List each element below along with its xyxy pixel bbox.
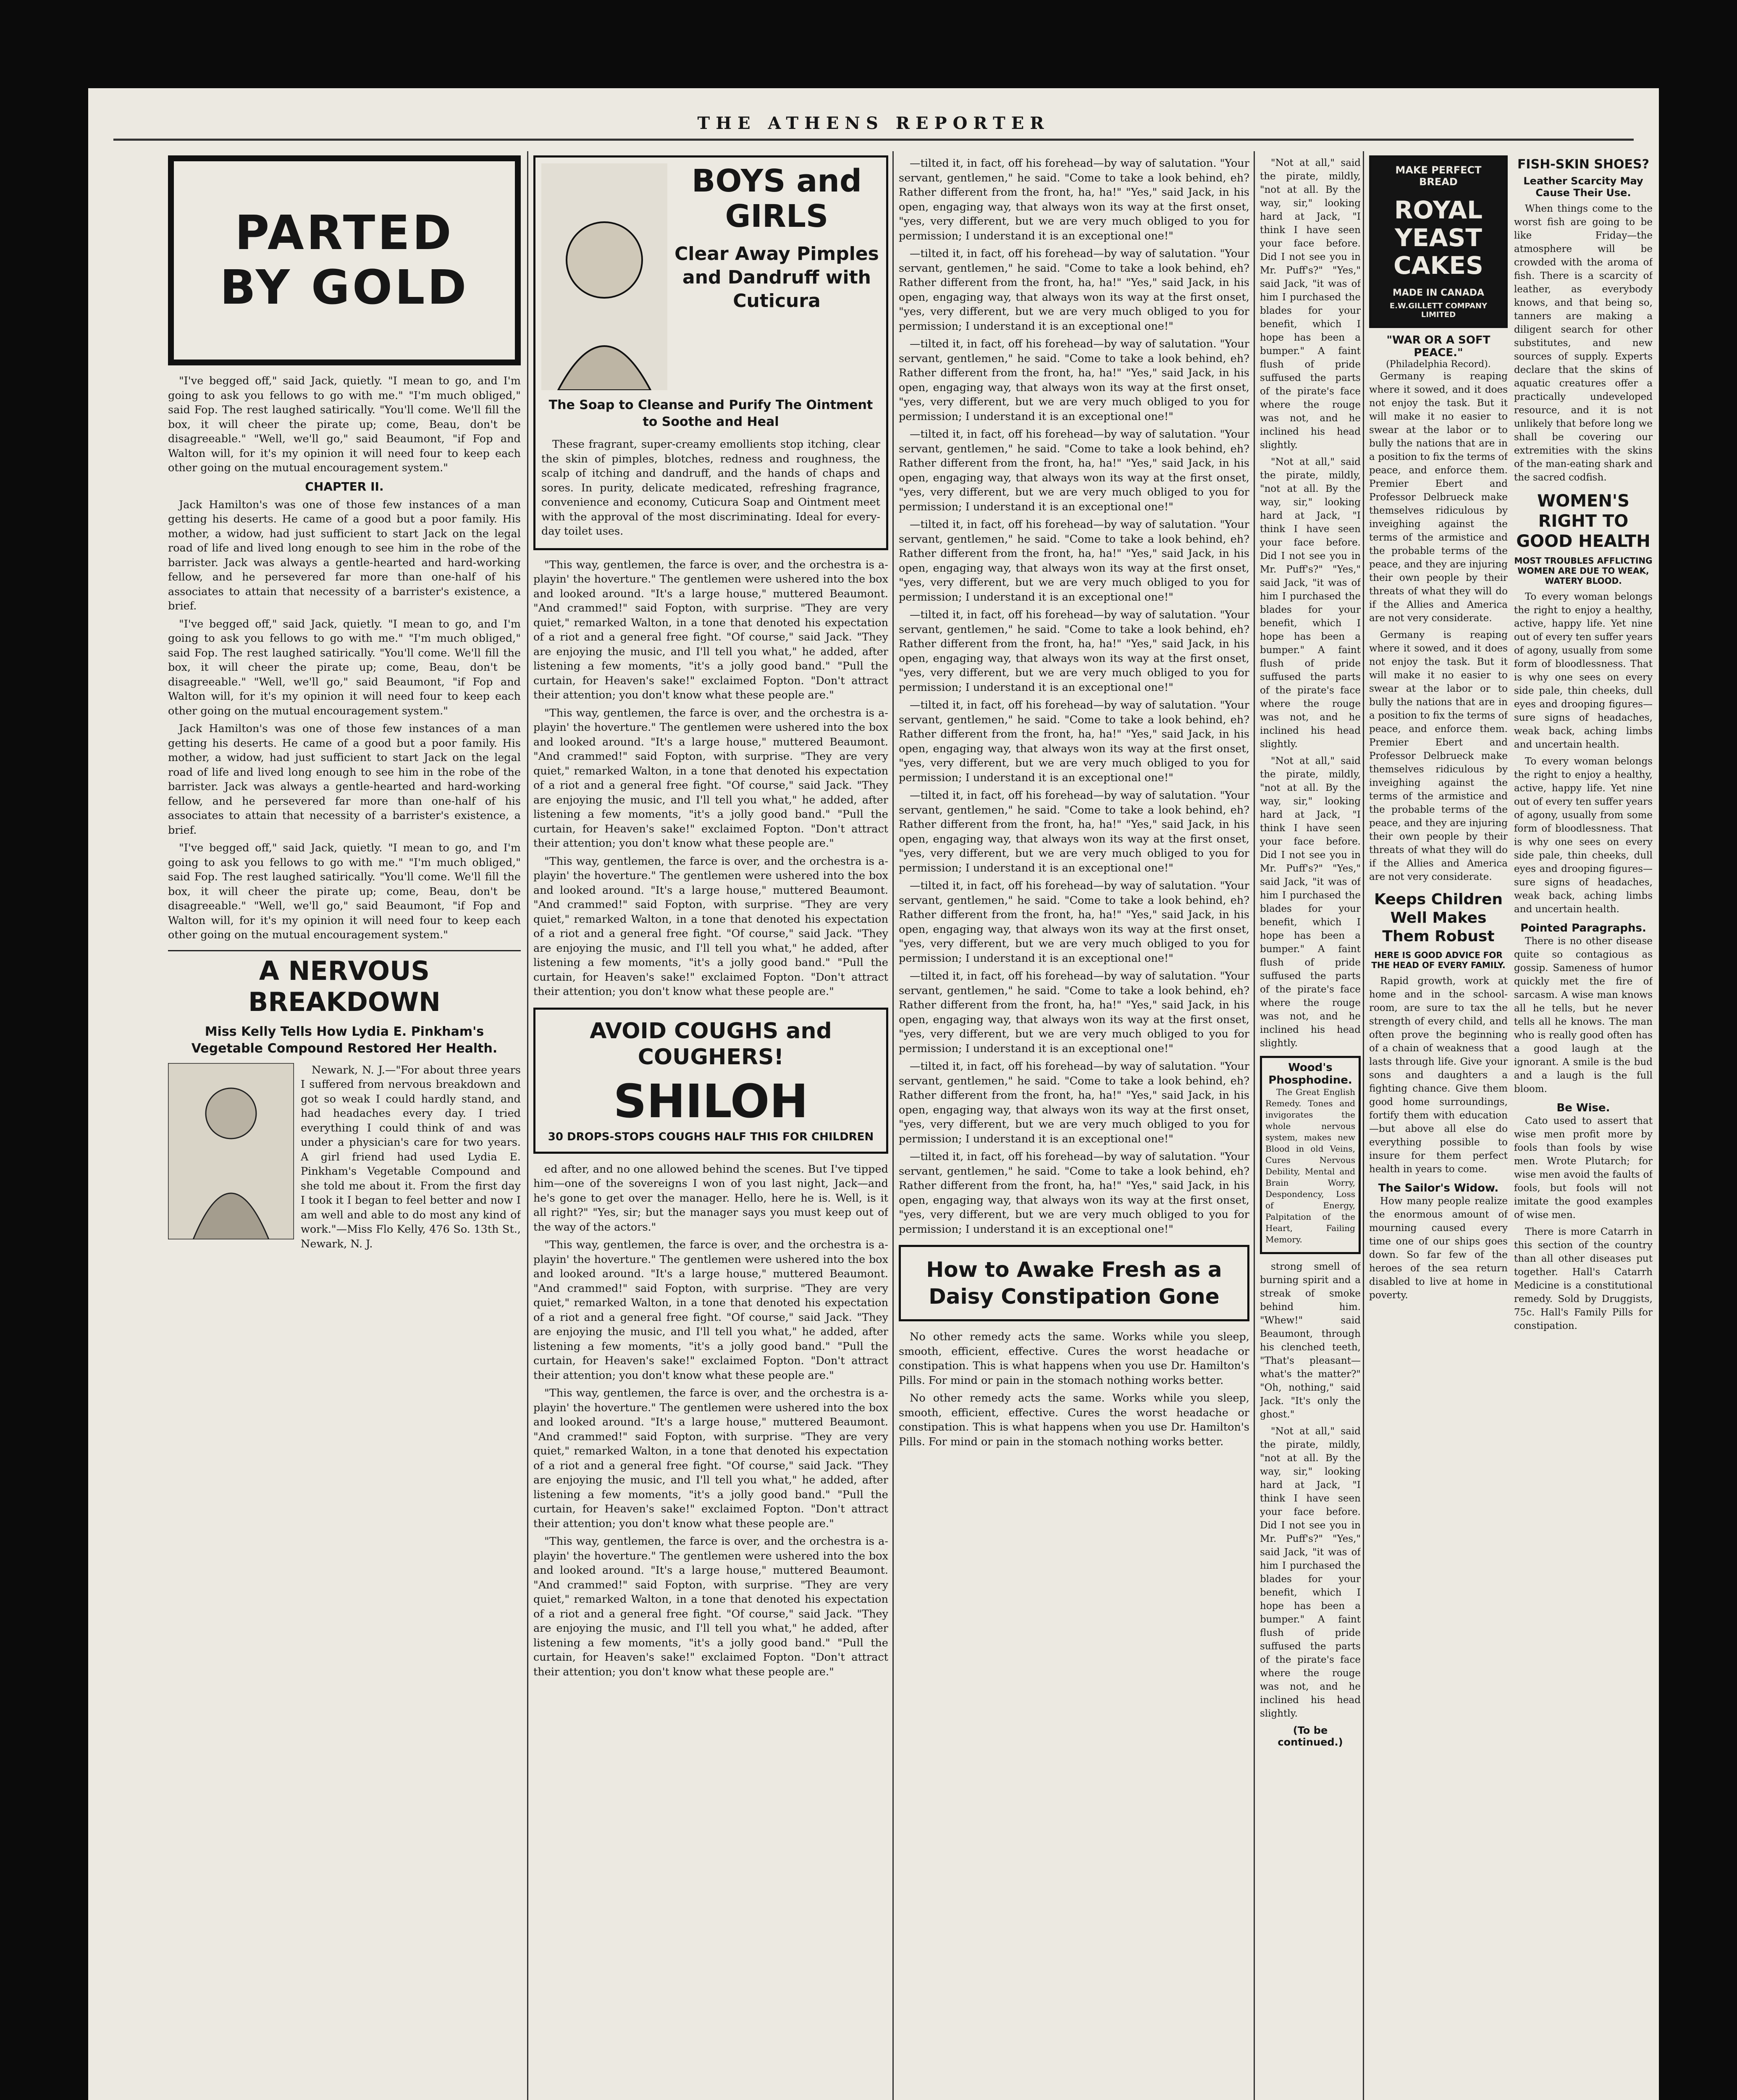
column-2	[533, 151, 888, 2100]
story-text: "I've begged off," said Jack, quietly. "I mean to go, and I'm going to ask you fellows to go with me." "I'm much obliged," said Fop. The rest laughed satirically. "You'll come. We'll fill the box, it will cheer the pirate up; come, Beau, don't be disagreeable." "Well, we'll go," said Beaumont, "if Fop and Walton will, for it's my opinion it will need four to keep each other going on the mutual encouragement system."	[168, 375, 521, 474]
column-divider	[1363, 151, 1364, 2100]
story-text: —tilted it, in fact, off his forehead—by way of salutation. "Your servant, gentlemen," he said. "Come to take a look behind, eh? Rather different from the front, ha, ha!" "Yes," said Jack, in his open, engaging way, that always won its way at the first onset, "yes, very different, but we are very much obliged to you for permission; I understand it is an exceptional one!"	[899, 338, 1249, 423]
article-title: The Sailor's Widow.	[1378, 1182, 1499, 1194]
article-source: (Philadelphia Record).	[1386, 359, 1491, 370]
article-title: Be Wise.	[1556, 1102, 1610, 1114]
hamilton-ad	[899, 1245, 1249, 1321]
masthead: THE ATHENS REPORTER	[697, 113, 1050, 133]
column-3	[899, 151, 1249, 2100]
story-text: —tilted it, in fact, off his forehead—by way of salutation. "Your servant, gentlemen," he said. "Come to take a look behind, eh? Rather different from the front, ha, ha!" "Yes," said Jack, in his open, engaging way, that always won its way at the first onset, "yes, very different, but we are very much obliged to you for permission; I understand it is an exceptional one!"	[899, 789, 1249, 874]
ad-subheadline: Clear Away Pimples and Dandruff with Cuticura	[674, 243, 879, 312]
ad-body: No other remedy acts the same. Works while you sleep, smooth, efficient, effective. Cures the worst headache or constipation. This is what happens when you use Dr. Hamilton's Pills. For mind or pain in the stomach nothing works better.	[899, 1392, 1249, 1448]
story-text: "Not at all," said the pirate, mildly, "not at all. By the way, sir," looking hard at Jack, "I think I have seen your face before. Did I not see you in Mr. Puff's?" "Yes," said Jack, "it was of him I purchased the blades for your benefit, which I hope has been a bumper." A faint flush of pride suffused the parts of the pirate's face where the rouge was not, and he inclined his head slightly.	[1260, 158, 1361, 451]
article-text: How many people realize the enormous amount of mourning caused every time one of our ships goes down. So far few of the heroes of the sea return disabled to live at home in poverty.	[1369, 1196, 1508, 1301]
story-text: —tilted it, in fact, off his forehead—by way of salutation. "Your servant, gentlemen," he said. "Come to take a look behind, eh? Rather different from the front, ha, ha!" "Yes," said Jack, in his open, engaging way, that always won its way at the first onset, "yes, very different, but we are very much obliged to you for permission; I understand it is an exceptional one!"	[899, 879, 1249, 965]
article-subtitle: Leather Scarcity May Cause Their Use.	[1523, 175, 1643, 199]
continued-note: (To be continued.)	[1278, 1725, 1343, 1748]
ad-title: A NERVOUS BREAKDOWN	[248, 955, 441, 1017]
article-text: To every woman belongs the right to enjoy a healthy, active, happy life. Yet nine out of every ten suffer years of agony, usually from some form of bloodlessness. That is why one sees on every side pale, thin cheeks, dull eyes and drooping figures—sure signs of headaches, weak back, aching limbs and uncertain health.	[1514, 756, 1653, 915]
story-text: —tilted it, in fact, off his forehead—by way of salutation. "Your servant, gentlemen," he said. "Come to take a look behind, eh? Rather different from the front, ha, ha!" "Yes," said Jack, in his open, engaging way, that always won its way at the first onset, "yes, very different, but we are very much obliged to you for permission; I understand it is an exceptional one!"	[899, 1060, 1249, 1145]
ad-headline: How to Awake Fresh as a Daisy Constipation Gone	[926, 1257, 1222, 1309]
story-text: "This way, gentlemen, the farce is over, and the orchestra is a-playin' the hoverture." The gentlemen were ushered into the box and looked around. "It's a large house," muttered Beaumont. "And crammed!" said Fopton, with surprise. "They are very quiet," remarked Walton, in a tone that denoted his expectation of a riot and a general free fight. "Of course," said Jack. "They are enjoying the music, and I'll tell you what," he added, after listening a few moments, "it's a jolly good band." "Pull the curtain, for Heaven's sake!" exclaimed Fopton. "Don't attract their attention; you don't know what these people are."	[533, 1535, 888, 1678]
ad-tagline: 30 DROPS-STOPS COUGHS HALF THIS FOR CHILDREN	[548, 1130, 874, 1143]
ad-body: Newark, N. J.—"For about three years I suffered from nervous breakdown and got so weak I could hardly stand, and had headaches every day. I tried everything I could think of and was under a physician's care for two years. A girl friend had used Lydia E. Pinkham's Vegetable Compound and she told me about it. From the first day I took it I began to feel better and now I am well and able to do most any kind of work."—Miss Flo Kelly, 476 So. 13th St., Newark, N. J.	[301, 1063, 521, 1250]
column-1	[168, 151, 521, 2100]
ad-body: These fragrant, super-creamy emollients stop itching, clear the skin of pimples, blotches, redness and roughness, the scalp of itching and dandruff, and the hands of chaps and sores. In purity, delicate medicated, refreshing fragrance, convenience and economy, Cuticura Soap and Ointment meet with the approval of the most discriminating. Ideal for every-day toilet uses.	[541, 438, 880, 538]
article-title: WOMEN'S RIGHT TO GOOD HEALTH	[1516, 491, 1650, 551]
story-text: "This way, gentlemen, the farce is over, and the orchestra is a-playin' the hoverture." The gentlemen were ushered into the box and looked around. "It's a large house," muttered Beaumont. "And crammed!" said Fopton, with surprise. "They are very quiet," remarked Walton, in a tone that denoted his expectation of a riot and a general free fight. "Of course," said Jack. "They are enjoying the music, and I'll tell you what," he added, after listening a few moments, "it's a jolly good band." "Pull the curtain, for Heaven's sake!" exclaimed Fopton. "Don't attract their attention; you don't know what these people are."	[533, 558, 888, 701]
article-subtitle: MOST TROUBLES AFFLICTING WOMEN ARE DUE TO WEAK, WATERY BLOOD.	[1514, 556, 1653, 586]
column-divider	[527, 151, 528, 2100]
ad-company: E.W.GILLETT COMPANY LIMITED	[1389, 302, 1488, 319]
story-text: —tilted it, in fact, off his forehead—by way of salutation. "Your servant, gentlemen," he said. "Come to take a look behind, eh? Rather different from the front, ha, ha!" "Yes," said Jack, in his open, engaging way, that always won its way at the first onset, "yes, very different, but we are very much obliged to you for permission; I understand it is an exceptional one!"	[899, 609, 1249, 694]
shiloh-ad	[533, 1008, 888, 1154]
chapter-heading: CHAPTER II.	[305, 479, 384, 494]
story-text: strong smell of burning spirit and a streak of smoke behind him. "Whew!" said Beaumont, through his clenched teeth, "That's pleasant—what's the matter?" "Oh, nothing," said Jack. "It's only the ghost."	[1260, 1261, 1361, 1420]
cuticura-ad	[533, 155, 888, 550]
ad-body: No other remedy acts the same. Works while you sleep, smooth, efficient, effective. Cures the worst headache or constipation. This is what happens when you use Dr. Hamilton's Pills. For mind or pain in the stomach nothing works better.	[899, 1331, 1249, 1387]
column-5	[1369, 151, 1508, 2100]
story-text: —tilted it, in fact, off his forehead—by way of salutation. "Your servant, gentlemen," he said. "Come to take a look behind, eh? Rather different from the front, ha, ha!" "Yes," said Jack, in his open, engaging way, that always won its way at the first onset, "yes, very different, but we are very much obliged to you for permission; I understand it is an exceptional one!"	[899, 1150, 1249, 1236]
story-text: "This way, gentlemen, the farce is over, and the orchestra is a-playin' the hoverture." The gentlemen were ushered into the box and looked around. "It's a large house," muttered Beaumont. "And crammed!" said Fopton, with surprise. "They are very quiet," remarked Walton, in a tone that denoted his expectation of a riot and a general free fight. "Of course," said Jack. "They are enjoying the music, and I'll tell you what," he added, after listening a few moments, "it's a jolly good band." "Pull the curtain, for Heaven's sake!" exclaimed Fopton. "Don't attract their attention; you don't know what these people are."	[533, 855, 888, 998]
story-text: —tilted it, in fact, off his forehead—by way of salutation. "Your servant, gentlemen," he said. "Come to take a look behind, eh? Rather different from the front, ha, ha!" "Yes," said Jack, in his open, engaging way, that always won its way at the first onset, "yes, very different, but we are very much obliged to you for permission; I understand it is an exceptional one!"	[899, 970, 1249, 1055]
story-text: —tilted it, in fact, off his forehead—by way of salutation. "Your servant, gentlemen," he said. "Come to take a look behind, eh? Rather different from the front, ha, ha!" "Yes," said Jack, in his open, engaging way, that always won its way at the first onset, "yes, very different, but we are very much obliged to you for permission; I understand it is an exceptional one!"	[899, 157, 1249, 242]
ad-headline: BOYS and GIRLS	[692, 163, 862, 234]
story-text: "This way, gentlemen, the farce is over, and the orchestra is a-playin' the hoverture." The gentlemen were ushered into the box and looked around. "It's a large house," muttered Beaumont. "And crammed!" said Fopton, with surprise. "They are very quiet," remarked Walton, in a tone that denoted his expectation of a riot and a general free fight. "Of course," said Jack. "They are enjoying the music, and I'll tell you what," he added, after listening a few moments, "it's a jolly good band." "Pull the curtain, for Heaven's sake!" exclaimed Fopton. "Don't attract their attention; you don't know what these people are."	[533, 1387, 888, 1530]
story-text: "This way, gentlemen, the farce is over, and the orchestra is a-playin' the hoverture." The gentlemen were ushered into the box and looked around. "It's a large house," muttered Beaumont. "And crammed!" said Fopton, with surprise. "They are very quiet," remarked Walton, in a tone that denoted his expectation of a riot and a general free fight. "Of course," said Jack. "They are enjoying the music, and I'll tell you what," he added, after listening a few moments, "it's a jolly good band." "Pull the curtain, for Heaven's sake!" exclaimed Fopton. "Don't attract their attention; you don't know what these people are."	[533, 706, 888, 850]
column-4	[1260, 151, 1361, 2100]
phosphodine-ad	[1260, 1056, 1361, 1254]
article-text: There is no other disease quite so contagious as gossip. Sameness of humor quickly met the fire of sarcasm. A wise man knows all he tells, but he never tells all he knows. The man who is really good often has a good laugh at the ignorant. A smile is the bud and a laugh is the full bloom.	[1514, 936, 1653, 1095]
article-text: Germany is reaping where it sowed, and it does not enjoy the task. But it will make it no easier to swear at the labor or to bully the nations that are in a position to fix the terms of peace, and enforce them. Premier Ebert and Professor Delbrueck make themselves ridiculous by inveighing against the terms of the armistice and the probable terms of the peace, and they are injuring their own people by their threats of what they will do if the Allies and America are not very considerate.	[1369, 371, 1508, 624]
ad-brand: SHILOH	[613, 1074, 808, 1128]
story-text: ed after, and no one allowed behind the scenes. But I've tipped him—one of the sovereigns I won of you last night, Jack—and he's gone to get over the manager. Hello, here he is. Well, is it all right?" "Yes, sir; but the manager says you must keep out of the way of the actors."	[533, 1163, 888, 1234]
story-text: "This way, gentlemen, the farce is over, and the orchestra is a-playin' the hoverture." The gentlemen were ushered into the box and looked around. "It's a large house," muttered Beaumont. "And crammed!" said Fopton, with surprise. "They are very quiet," remarked Walton, in a tone that denoted his expectation of a riot and a general free fight. "Of course," said Jack. "They are enjoying the music, and I'll tell you what," he added, after listening a few moments, "it's a jolly good band." "Pull the curtain, for Heaven's sake!" exclaimed Fopton. "Don't attract their attention; you don't know what these people are."	[533, 1239, 888, 1382]
article-title: "WAR OR A SOFT PEACE."	[1386, 334, 1490, 359]
column-divider	[892, 151, 894, 2100]
article-text: When things come to the worst fish are going to be like Friday—the atmosphere will be crowded with the aroma of fish. There is a scarcity of leather, as everybody knows, and that being so, tanners are making a diligent search for other substitutes, and new sources of supply. Experts declare that the skins of aquatic creatures offer a practically undeveloped resource, and it is not unlikely that before long we shall be covering our extremities with the skins of the man-eating shark and the sacred codfish.	[1514, 203, 1653, 483]
ad-brand: ROYAL YEAST CAKES	[1393, 196, 1483, 280]
story-title: PARTED BY GOLD	[220, 206, 469, 315]
story-text: "Not at all," said the pirate, mildly, "not at all. By the way, sir," looking hard at Jack, "I think I have seen your face before. Did I not see you in Mr. Puff's?" "Yes," said Jack, "it was of him I purchased the blades for your benefit, which I hope has been a bumper." A faint flush of pride suffused the parts of the pirate's face where the rouge was not, and he inclined his head slightly.	[1260, 1426, 1361, 1719]
column-divider	[1254, 151, 1255, 2100]
article-text: To every woman belongs the right to enjoy a healthy, active, happy life. Yet nine out of every ten suffer years of agony, usually from some form of bloodlessness. That is why one sees on every side pale, thin cheeks, dull eyes and drooping figures—sure signs of headaches, weak back, aching limbs and uncertain health.	[1514, 591, 1653, 750]
ad-brand: Wood's Phosphodine.	[1268, 1061, 1352, 1087]
ad-body: The Great English Remedy. Tones and invigorates the whole nervous system, makes new Blood in old Veins, Cures Nervous Debility, Mental and Brain Worry, Despondency, Loss of Energy, Palpitation of the Heart, Failing Memory.	[1265, 1087, 1355, 1244]
newspaper-page	[88, 88, 1659, 2100]
story-text: "Not at all," said the pirate, mildly, "not at all. By the way, sir," looking hard at Jack, "I think I have seen your face before. Did I not see you in Mr. Puff's?" "Yes," said Jack, "it was of him I purchased the blades for your benefit, which I hope has been a bumper." A faint flush of pride suffused the parts of the pirate's face where the rouge was not, and he inclined his head slightly.	[1260, 457, 1361, 750]
ad-subtitle: Miss Kelly Tells How Lydia E. Pinkham's Vegetable Compound Restored Her Health.	[191, 1024, 498, 1056]
ad-tagline: The Soap to Cleanse and Purify The Ointment to Soothe and Heal	[548, 398, 873, 429]
ad-tagline: MAKE PERFECT BREAD	[1395, 164, 1482, 188]
article-title: FISH-SKIN SHOES?	[1517, 157, 1650, 172]
story-text: Jack Hamilton's was one of those few instances of a man getting his deserts. He came of a good but a poor family. His mother, a widow, had just sufficient to start Jack on the legal road of life and lived long enough to see him in the robe of the barrister. Jack was always a gentle-hearted and hard-working fellow, and he persevered far more than one-half of his associates to attain that necessity of a barrister's existence, a brief.	[168, 498, 521, 612]
article-text: Rapid growth, work at home and in the school-room, are sure to tax the strength of every child, and often prove the beginning of a chain of weakness that lasts through life. Give your sons and daughters a fighting chance. Give them good home surroundings, fortify them with education—but above all else do everything possible to insure for them perfect health in years to come.	[1369, 976, 1508, 1175]
article-text: Cato used to assert that wise men profit more by fools than fools by wise men. Wrote Plutarch; for wise men avoid the faults of fools, but fools will not imitate the good examples of wise men.	[1514, 1116, 1653, 1221]
story-text: —tilted it, in fact, off his forehead—by way of salutation. "Your servant, gentlemen," he said. "Come to take a look behind, eh? Rather different from the front, ha, ha!" "Yes," said Jack, in his open, engaging way, that always won its way at the first onset, "yes, very different, but we are very much obliged to you for permission; I understand it is an exceptional one!"	[899, 428, 1249, 513]
story-text: —tilted it, in fact, off his forehead—by way of salutation. "Your servant, gentlemen," he said. "Come to take a look behind, eh? Rather different from the front, ha, ha!" "Yes," said Jack, in his open, engaging way, that always won its way at the first onset, "yes, very different, but we are very much obliged to you for permission; I understand it is an exceptional one!"	[899, 699, 1249, 784]
ad-text: There is more Catarrh in this section of the country than all other diseases put together. Hall's Catarrh Medicine is a constitutional remedy. Sold by Druggists, 75c. Hall's Family Pills for constipation.	[1514, 1226, 1653, 1331]
royal-yeast-ad	[1369, 155, 1508, 328]
story-text: "Not at all," said the pirate, mildly, "not at all. By the way, sir," looking hard at Jack, "I think I have seen your face before. Did I not see you in Mr. Puff's?" "Yes," said Jack, "it was of him I purchased the blades for your benefit, which I hope has been a bumper." A faint flush of pride suffused the parts of the pirate's face where the rouge was not, and he inclined his head slightly.	[1260, 756, 1361, 1049]
story-text: "I've begged off," said Jack, quietly. "I mean to go, and I'm going to ask you fellows to go with me." "I'm much obliged," said Fop. The rest laughed satirically. "You'll come. We'll fill the box, it will cheer the pirate up; come, Beau, don't be disagreeable." "Well, we'll go," said Beaumont, "if Fop and Walton will, for it's my opinion it will need four to keep each other going on the mutual encouragement system."	[168, 842, 521, 941]
story-text: Jack Hamilton's was one of those few instances of a man getting his deserts. He came of a good but a poor family. His mother, a widow, had just sufficient to start Jack on the legal road of life and lived long enough to see him in the robe of the barrister. Jack was always a gentle-hearted and hard-working fellow, and he persevered far more than one-half of his associates to attain that necessity of a barrister's existence, a brief.	[168, 722, 521, 837]
story-text: "I've begged off," said Jack, quietly. "I mean to go, and I'm going to ask you fellows to go with me." "I'm much obliged," said Fop. The rest laughed satirically. "You'll come. We'll fill the box, it will cheer the pirate up; come, Beau, don't be disagreeable." "Well, we'll go," said Beaumont, "if Fop and Walton will, for it's my opinion it will need four to keep each other going on the mutual encouragement system."	[168, 617, 521, 717]
story-text: —tilted it, in fact, off his forehead—by way of salutation. "Your servant, gentlemen," he said. "Come to take a look behind, eh? Rather different from the front, ha, ha!" "Yes," said Jack, in his open, engaging way, that always won its way at the first onset, "yes, very different, but we are very much obliged to you for permission; I understand it is an exceptional one!"	[899, 247, 1249, 333]
article-subtitle: HERE IS GOOD ADVICE FOR THE HEAD OF EVERY FAMILY.	[1371, 950, 1506, 970]
column-6	[1514, 151, 1653, 2100]
article-title: Pointed Paragraphs.	[1520, 922, 1646, 934]
story-title-box	[168, 155, 521, 365]
ad-headline: AVOID COUGHS and COUGHERS!	[590, 1018, 832, 1070]
article-text: Germany is reaping where it sowed, and it does not enjoy the task. But it will make it no easier to swear at the labor or to bully the nations that are in a position to fix the terms of peace, and enforce them. Premier Ebert and Professor Delbrueck make themselves ridiculous by inveighing against the terms of the armistice and the probable terms of the peace, and they are injuring their own people by their threats of what they will do if the Allies and America are not very considerate.	[1369, 630, 1508, 882]
ad-made-in: MADE IN CANADA	[1392, 288, 1485, 298]
article-title: Keeps Children Well Makes Them Robust	[1374, 891, 1503, 945]
story-text: —tilted it, in fact, off his forehead—by way of salutation. "Your servant, gentlemen," he said. "Come to take a look behind, eh? Rather different from the front, ha, ha!" "Yes," said Jack, in his open, engaging way, that always won its way at the first onset, "yes, very different, but we are very much obliged to you for permission; I understand it is an exceptional one!"	[899, 518, 1249, 604]
masthead-rule	[113, 139, 1634, 141]
woman-portrait-icon	[168, 1063, 294, 1239]
girl-portrait-icon	[541, 163, 667, 390]
